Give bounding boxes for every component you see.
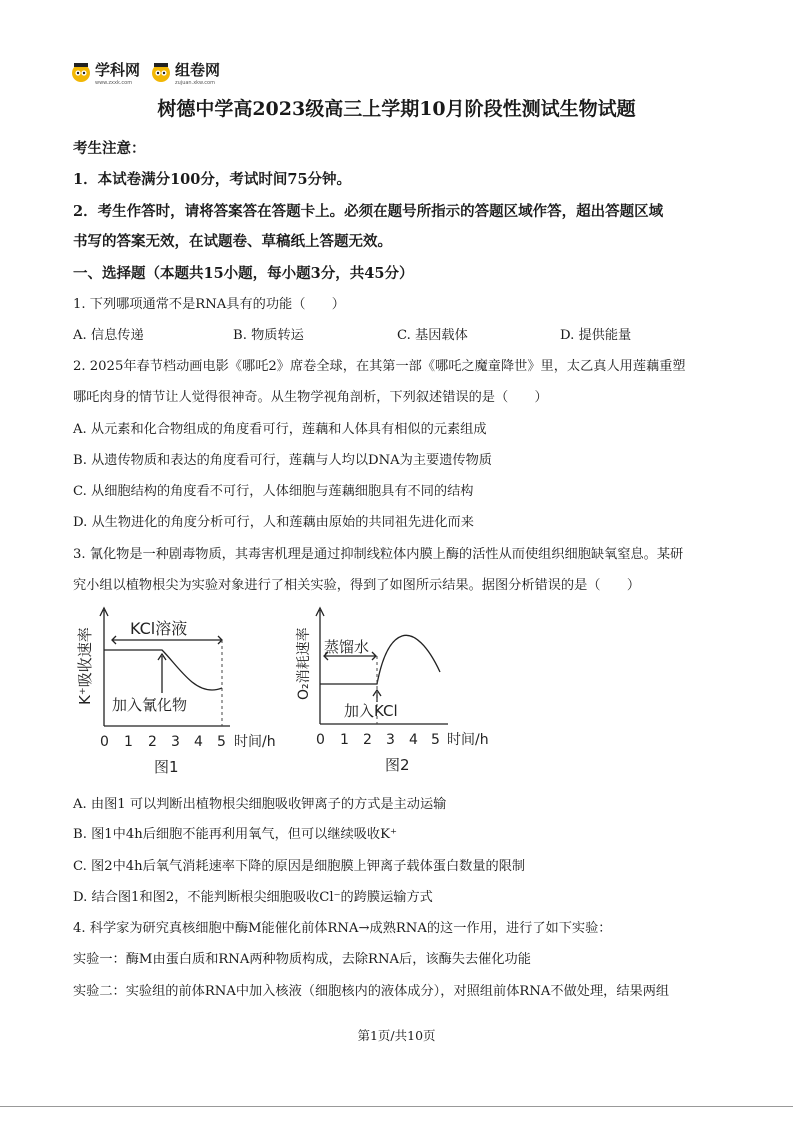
q3-option-b: B. 图1中4h后细胞不能再利用氧气，但可以继续吸收K⁺ (73, 827, 397, 842)
logo-url: www.zxxk.com (95, 79, 133, 86)
q1-option-c: C. 基因载体 (397, 328, 468, 343)
figure-2-tick: 1 (340, 732, 349, 748)
q3-option-a: A. 由图1 可以判断出植物根尖细胞吸收钾离子的方式是主动运输 (73, 797, 447, 812)
figure-2-tick: 5 (431, 732, 440, 748)
figure-1-caption: 图1 (154, 758, 179, 776)
figure-2-bracket-label: 蒸馏水 (324, 638, 370, 656)
q2-stem-line-2: 哪吒肉身的情节让人觉得很神奇。从生物学视角剖析，下列叙述错误的是（ ） (73, 390, 548, 405)
q3-option-d: D. 结合图1和图2，不能判断根尖细胞吸收Cl⁻的跨膜运输方式 (73, 890, 433, 905)
figure-2-ylabel: O₂消耗速率 (296, 627, 312, 700)
q2-stem-line-1: 2. 2025年春节档动画电影《哪吒2》席卷全球，在其第一部《哪吒之魔童降世》里，太乙真人用莲藕重塑 (73, 359, 686, 374)
q1-option-b: B. 物质转运 (233, 328, 304, 343)
logo-xueke (70, 59, 140, 86)
notice-item-1: 1．本试卷满分100分，考试时间75分钟。 (73, 171, 352, 188)
q3-option-c: C. 图2中4h后氧气消耗速率下降的原因是细胞膜上钾离子载体蛋白数量的限制 (73, 859, 526, 874)
q4-stem: 4. 科学家为研究真核细胞中酶M能催化前体RNA→成熟RNA的这一作用，进行了如下实验： (73, 921, 612, 936)
section-heading: 一、选择题（本题共15小题，每小题3分，共45分） (73, 265, 414, 282)
notice-heading: 考生注意： (73, 140, 146, 157)
figure-2-tick: 3 (386, 732, 395, 748)
page-title: 树德中学高2023级高三上学期10月阶段性测试生物试题 (157, 98, 636, 120)
figure-1-tick: 5 (217, 734, 226, 750)
q3-stem-line-2: 究小组以植物根尖为实验对象进行了相关实验，得到了如图所示结果。据图分析错误的是（ ） (73, 578, 641, 593)
bottom-rule (0, 1106, 793, 1107)
owl-logo-icon (70, 61, 92, 83)
figure-2-graph (290, 600, 520, 778)
q4-experiment-2: 实验二：实验组的前体RNA中加入核液（细胞核内的液体成分），对照组前体RNA不做处理，结果两组 (73, 984, 670, 999)
header-logos (70, 58, 220, 86)
figure-2-tick: 0 (316, 732, 325, 748)
q3-stem-line-1: 3. 氰化物是一种剧毒物质，其毒害机理是通过抑制线粒体内膜上酶的活性从而使组织细胞缺氧窒息。某研 (73, 547, 684, 562)
owl-logo-icon (150, 61, 172, 83)
figure-1-bracket-label: KCl溶液 (130, 619, 188, 638)
figure-1 (70, 600, 300, 782)
figure-2 (290, 600, 520, 782)
figure-2-annotation: 加入KCl (344, 702, 398, 720)
notice-item-2-line-1: 2．考生作答时，请将答案答在答题卡上。必须在题号所指示的答题区域作答，超出答题区域 (73, 203, 664, 220)
q2-option-a: A. 从元素和化合物组成的角度看可行，莲藕和人体具有相似的元素组成 (73, 422, 487, 437)
figure-1-tick: 0 (100, 734, 109, 750)
figure-2-caption: 图2 (385, 756, 410, 774)
figure-1-annotation: 加入氰化物 (112, 696, 188, 714)
figure-1-graph (70, 600, 300, 778)
logo-name: 学科网 (95, 60, 141, 79)
q1-stem: 1. 下列哪项通常不是RNA具有的功能（ ） (73, 297, 345, 312)
figure-1-tick: 1 (124, 734, 133, 750)
figure-1-tick: 3 (171, 734, 180, 750)
q2-option-d: D. 从生物进化的角度分析可行，人和莲藕由原始的共同祖先进化而来 (73, 515, 474, 530)
q4-experiment-1: 实验一：酶M由蛋白质和RNA两种物质构成，去除RNA后，该酶失去催化功能 (73, 952, 531, 967)
q1-option-d: D. 提供能量 (560, 328, 632, 343)
figure-1-ylabel: K⁺吸收速率 (76, 627, 94, 705)
q2-option-b: B. 从遗传物质和表达的角度看可行，莲藕与人均以DNA为主要遗传物质 (73, 453, 492, 468)
logo-zujuan (150, 59, 220, 86)
figure-2-xlabel: 时间/h (447, 732, 489, 748)
logo-url: zujuan.xkw.com (175, 79, 215, 86)
figure-1-xlabel: 时间/h (234, 734, 276, 750)
figure-2-tick: 2 (363, 732, 372, 748)
page-footer: 第1页/共10页 (357, 1028, 436, 1043)
q1-option-a: A. 信息传递 (73, 328, 144, 343)
logo-name: 组卷网 (175, 60, 221, 79)
figure-1-tick: 2 (148, 734, 157, 750)
q2-option-c: C. 从细胞结构的角度看不可行，人体细胞与莲藕细胞具有不同的结构 (73, 484, 474, 499)
figure-1-tick: 4 (194, 734, 203, 750)
figure-2-tick: 4 (409, 732, 418, 748)
notice-item-2-line-2: 书写的答案无效，在试题卷、草稿纸上答题无效。 (73, 233, 392, 250)
